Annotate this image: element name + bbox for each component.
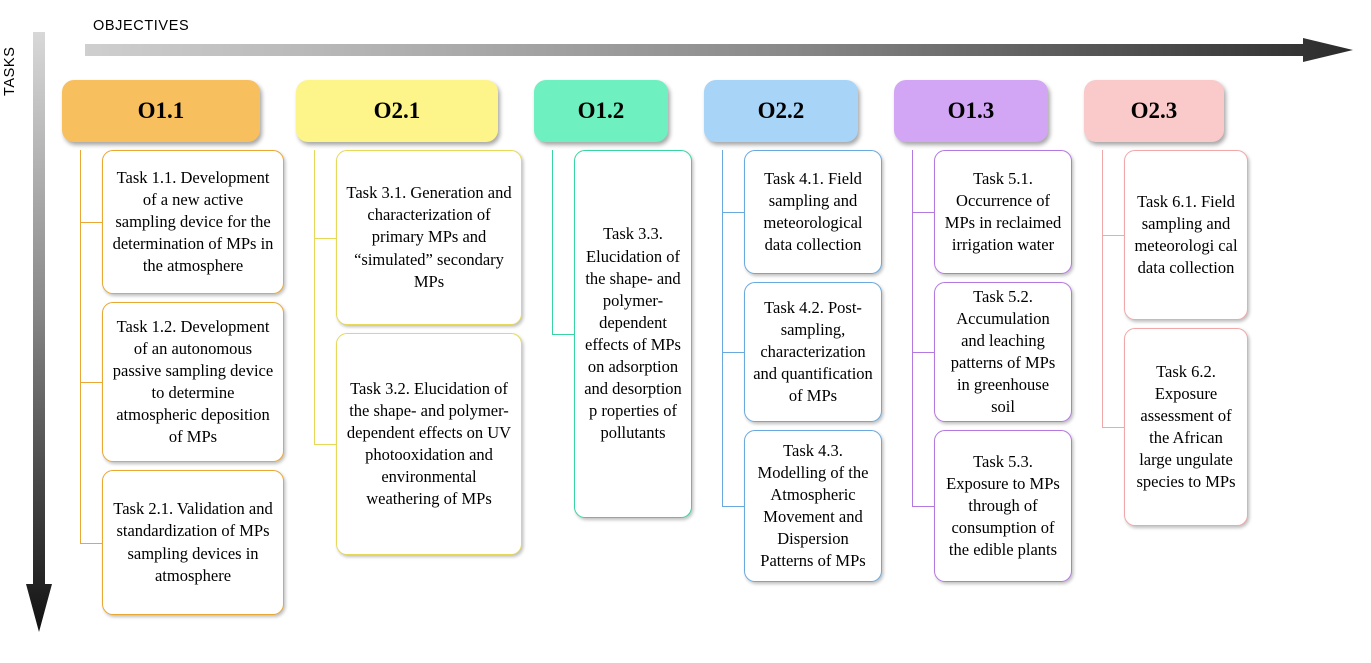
connector-stub [80, 382, 102, 383]
task-list [1124, 150, 1248, 526]
task-card[interactable]: Task 4.3. Modelling of the Atmospheric Movement and Dispersion Patterns of MPs [744, 430, 882, 582]
objective-column-o22 [704, 80, 894, 582]
objectives-columns [62, 80, 1362, 615]
connector-spine [912, 150, 913, 506]
tasks-arrow-icon [26, 32, 52, 632]
connector-stub [912, 506, 934, 507]
connector-spine [552, 150, 553, 334]
objectives-axis-label: OBJECTIVES [93, 18, 190, 34]
objective-column-o11 [62, 80, 296, 615]
connector-stub [552, 334, 574, 335]
connector-spine [80, 150, 81, 543]
connector-spine [1102, 150, 1103, 427]
objective-header[interactable]: O1.2 [534, 80, 668, 142]
objective-header[interactable]: O1.3 [894, 80, 1048, 142]
connector-stub [1102, 235, 1124, 236]
connector-stub [80, 222, 102, 223]
connector-stub [314, 444, 336, 445]
objective-column-o21 [296, 80, 534, 555]
connector-spine [722, 150, 723, 506]
task-card[interactable]: Task 6.2. Exposure assessment of the African large ungulate species to MPs [1124, 328, 1248, 526]
objective-header[interactable]: O2.3 [1084, 80, 1224, 142]
task-card[interactable]: Task 3.1. Generation and characterization of primary MPs and “simulated” secondary MPs [336, 150, 522, 325]
connector-stub [722, 212, 744, 213]
task-list [102, 150, 284, 615]
objective-header[interactable]: O2.2 [704, 80, 858, 142]
task-card[interactable]: Task 5.3. Exposure to MPs through of consumption of the edible plants [934, 430, 1072, 582]
objective-column-o23 [1084, 80, 1260, 526]
connector-stub [314, 238, 336, 239]
task-list [574, 150, 692, 518]
task-card[interactable]: Task 5.1. Occurrence of MPs in reclaimed irrigation water [934, 150, 1072, 274]
objective-header[interactable]: O1.1 [62, 80, 260, 142]
task-card[interactable]: Task 2.1. Validation and standardization of MPs sampling devices in atmosphere [102, 470, 284, 615]
connector-stub [912, 212, 934, 213]
task-list [934, 150, 1072, 582]
connector-stub [1102, 427, 1124, 428]
task-card[interactable]: Task 3.3. Elucidation of the shape- and polymer-dependent effects of MPs on adsorption and desorption p roperties of pollutants [574, 150, 692, 518]
connector-spine [314, 150, 315, 444]
task-card[interactable]: Task 4.1. Field sampling and meteorological data collection [744, 150, 882, 274]
objectives-arrow-icon [85, 38, 1353, 62]
task-card[interactable]: Task 1.1. Development of a new active sampling device for the determination of MPs in the atmosphere [102, 150, 284, 294]
objective-column-o12 [534, 80, 704, 518]
objective-column-o13 [894, 80, 1084, 582]
task-card[interactable]: Task 5.2. Accumulation and leaching patterns of MPs in greenhouse soil [934, 282, 1072, 422]
task-card[interactable]: Task 4.2. Post-sampling, characterization and quantification of MPs [744, 282, 882, 422]
task-card[interactable]: Task 6.1. Field sampling and meteorologi cal data collection [1124, 150, 1248, 320]
connector-stub [80, 543, 102, 544]
task-card[interactable]: Task 1.2. Development of an autonomous passive sampling device to determine atmospheric deposition of MPs [102, 302, 284, 462]
task-list [744, 150, 882, 582]
tasks-axis-label: TASKS [2, 46, 18, 96]
connector-stub [722, 352, 744, 353]
task-card[interactable]: Task 3.2. Elucidation of the shape- and polymer-dependent effects on UV photooxidation and environmental weathering of MPs [336, 333, 522, 555]
task-list [336, 150, 522, 555]
objective-header[interactable]: O2.1 [296, 80, 498, 142]
connector-stub [722, 506, 744, 507]
connector-stub [912, 352, 934, 353]
